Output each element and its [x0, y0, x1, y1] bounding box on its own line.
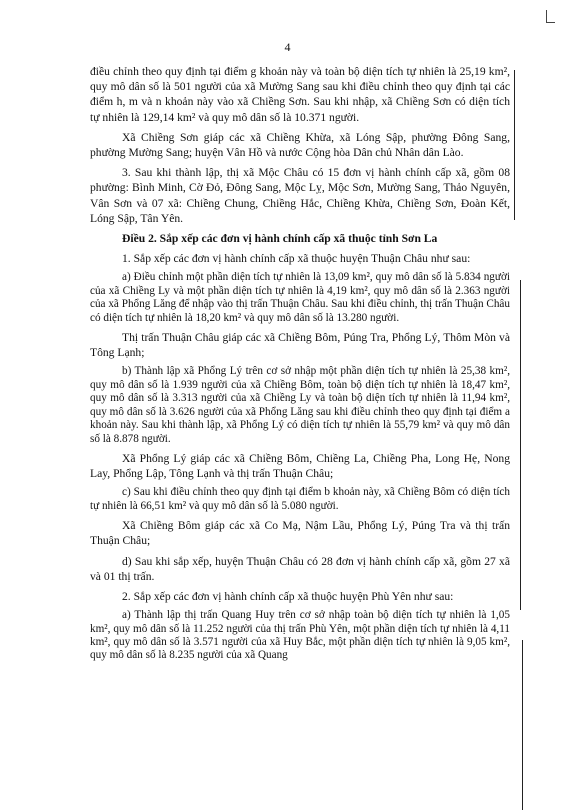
page-number: 4 [284, 40, 291, 54]
paragraph-phong-ly-borders: Xã Phổng Lý giáp các xã Chiềng Bôm, Chiềng La, Chiềng Pha, Long Hẹ, Nong Lay, Phổng Lập, Tông Lạnh và thị trấn Thuận Châu; [90, 451, 510, 481]
paragraph-section-1: 1. Sắp xếp các đơn vị hành chính cấp xã thuộc huyện Thuận Châu như sau: [122, 252, 471, 266]
corner-mark [546, 10, 555, 23]
article-2-heading: Điều 2. Sắp xếp các đơn vị hành chính cấp xã thuộc tỉnh Sơn La [122, 232, 438, 246]
paragraph-chieng-bom-borders: Xã Chiềng Bôm giáp các xã Co Mạ, Nậm Lầu, Phổng Lý, Púng Tra và thị trấn Thuận Châu; [90, 519, 510, 548]
right-margin-line [520, 280, 521, 610]
paragraph-point-a: a) Điều chỉnh một phần diện tích tự nhiên là 13,09 km², quy mô dân số là 5.834 người của xã Chiềng Ly và một phần diện tích tự nhiên là 4,19 km², quy mô dân số là 2.363 người của xã Phổng Lăng để nhập vào thị trấn Thuận Châu. Sau khi điều chỉnh, thị trấn Thuận Châu có diện tích tự nhiên là 18,20 km² và quy mô dân số là 13.280 người. [90, 271, 510, 324]
paragraph-continuation: điều chỉnh theo quy định tại điểm g khoản này và toàn bộ diện tích tự nhiên là 25,19 km², quy mô dân số là 501 người của xã Mường Sang sau khi điều chỉnh theo quy định tại các điểm h, m và n khoản này vào xã Chiềng Sơn. Sau khi nhập, xã Chiềng Sơn có diện tích tự nhiên là 129,14 km² và quy mô dân số là 10.371 người. [90, 65, 510, 124]
document-body [90, 64, 510, 668]
paragraph-point-b: b) Thành lập xã Phổng Lý trên cơ sở nhập một phần diện tích tự nhiên là 25,38 km², quy mô dân số là 1.939 người của xã Chiềng Bôm, toàn bộ diện tích tự nhiên là 18,47 km², quy mô dân số là 3.313 người của xã Chiềng Ly và toàn bộ diện tích tự nhiên là 11,94 km², quy mô dân số là 3.626 người của xã Phổng Lăng sau khi điều chỉnh theo quy định tại điểm a khoản này. Sau khi thành lập, xã Phổng Lý có diện tích tự nhiên là 55,79 km² và quy mô dân số là 8.878 người. [90, 365, 510, 445]
paragraph-point-d: d) Sau khi sắp xếp, huyện Thuận Châu có 28 đơn vị hành chính cấp xã, gồm 27 xã và 01 thị trấn. [90, 554, 510, 583]
paragraph-section-2: 2. Sắp xếp các đơn vị hành chính cấp xã thuộc huyện Phù Yên như sau: [122, 589, 454, 603]
right-margin-line [522, 640, 523, 810]
paragraph-thuan-chau-borders: Thị trấn Thuận Châu giáp các xã Chiềng Bôm, Púng Tra, Phổng Lý, Thôm Mòn và Tông Lạnh; [90, 331, 510, 360]
paragraph-item-3: 3. Sau khi thành lập, thị xã Mộc Châu có 15 đơn vị hành chính cấp xã, gồm 08 phường: Bình Minh, Cờ Đỏ, Đông Sang, Mộc Lỵ, Mộc Sơn, Mường Sang, Thảo Nguyên, Vân Sơn và 07 xã: Chiềng Chung, Chiềng Hắc, Chiềng Khừa, Chiềng Sơn, Đoàn Kết, Lóng Sập, Tân Yên. [90, 166, 510, 225]
paragraph-point-c: c) Sau khi điều chỉnh theo quy định tại điểm b khoản này, xã Chiềng Bôm có diện tích tự nhiên là 66,51 km² và quy mô dân số là 5.080 người. [90, 486, 510, 512]
paragraph-section-2-point-a: a) Thành lập thị trấn Quang Huy trên cơ sở nhập toàn bộ diện tích tự nhiên là 1,05 km², quy mô dân số là 11.252 người của thị trấn Phù Yên, một phần diện tích tự nhiên là 4,11 km², quy mô dân số là 3.571 người của xã Huy Bắc, một phần diện tích tự nhiên là 9,05 km², quy mô dân số là 8.235 người của xã Quang [90, 609, 510, 662]
right-margin-line [514, 70, 515, 220]
paragraph-chieng-son-borders: Xã Chiềng Sơn giáp các xã Chiềng Khừa, xã Lóng Sập, phường Đông Sang, phường Mường Sang; huyện Vân Hồ và nước Cộng hòa Dân chủ Nhân dân Lào. [90, 130, 510, 160]
